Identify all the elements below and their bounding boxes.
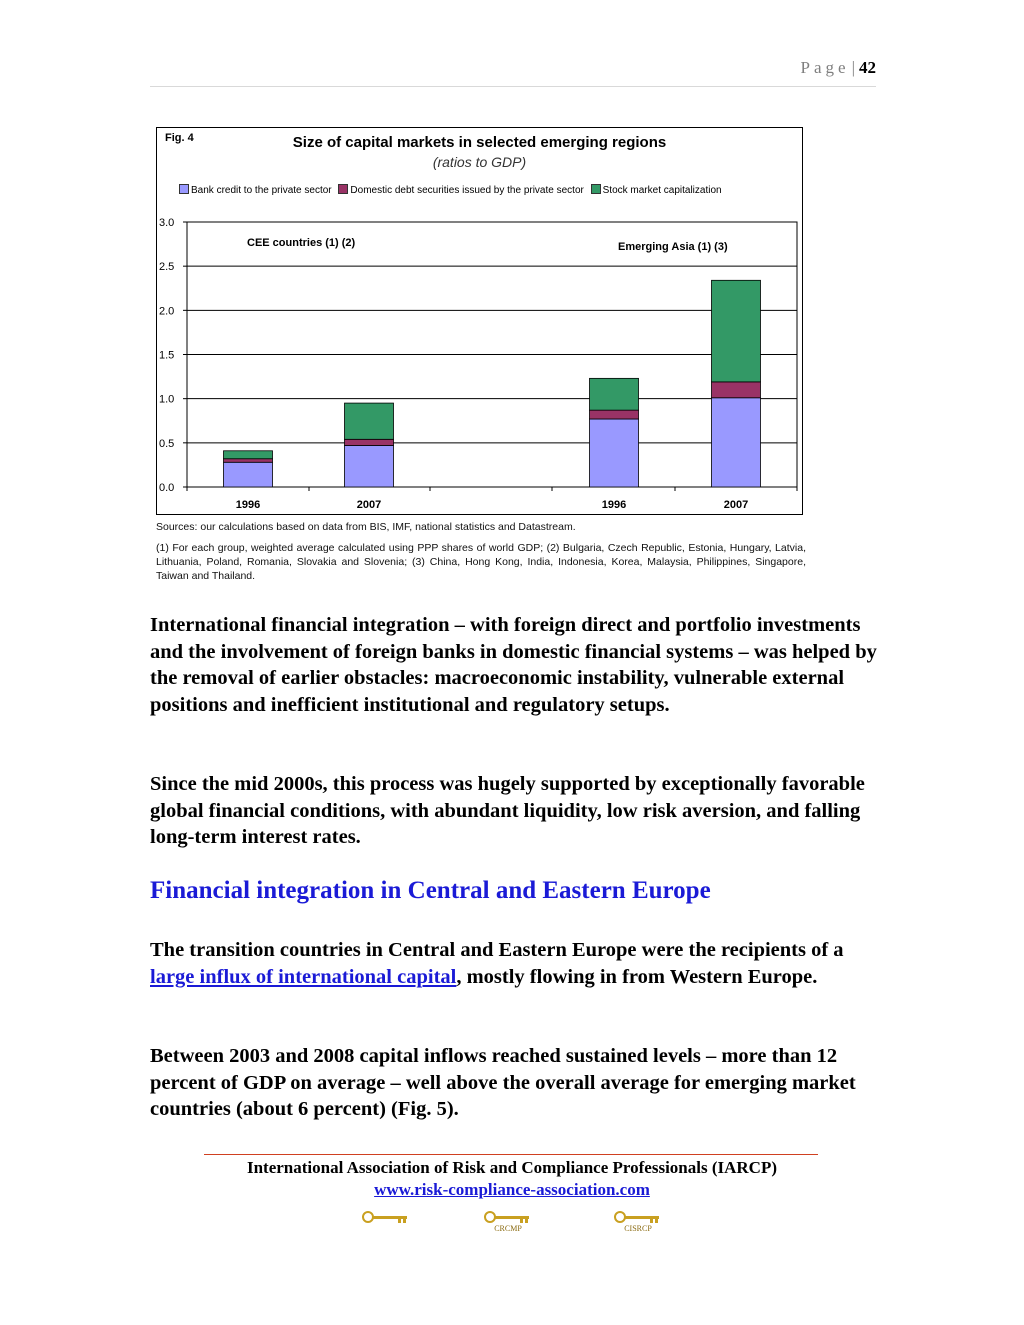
legend-swatch	[338, 184, 348, 194]
page-number: 42	[859, 58, 876, 77]
x-tick-label: 1996	[235, 499, 261, 511]
bar-segment	[590, 410, 639, 419]
paragraph-4: Between 2003 and 2008 capital inflows reached sustained levels – more than 12 percent of GDP on average – well above the overall average for emerging market countries (about 6 percent) (Fig. 5).	[150, 1045, 856, 1120]
page-word: Page	[800, 58, 850, 77]
capital-influx-link[interactable]: large influx of international capital	[150, 965, 457, 988]
legend-item	[179, 184, 332, 196]
key-icon	[614, 1210, 662, 1224]
y-tick-label: 0.5	[159, 437, 175, 450]
bar-segment	[712, 398, 761, 487]
y-tick-label: 0.0	[159, 482, 175, 494]
logo-key-2	[478, 1210, 538, 1240]
footer-divider	[204, 1154, 818, 1155]
bar-segment	[224, 451, 273, 459]
x-tick-label: 2007	[723, 499, 749, 511]
chart-title: Size of capital markets in selected emerging regions	[292, 134, 667, 151]
figure-4	[156, 127, 803, 515]
bar-segment	[590, 378, 639, 410]
bar-segment	[590, 419, 639, 487]
legend-swatch	[591, 184, 601, 194]
panel-label-asia: Emerging Asia (1) (3)	[618, 241, 728, 253]
legend-label: Bank credit to the private sector	[191, 185, 332, 196]
y-tick-label: 3.0	[159, 217, 175, 229]
logo-key-3	[608, 1210, 668, 1240]
section-heading: Financial integration in Central and Eastern Europe	[150, 877, 711, 904]
figure-label: Fig. 4	[165, 132, 194, 144]
y-tick-label: 1.0	[159, 393, 175, 406]
logo-caption: CISRCP	[624, 1224, 652, 1233]
legend-item	[338, 184, 583, 196]
x-tick-label: 1996	[601, 499, 627, 511]
paragraph-3-text-end: , mostly flowing in from Western Europe.	[456, 965, 818, 988]
website-link[interactable]: www.risk-compliance-association.com	[374, 1180, 650, 1199]
page-separator: |	[851, 58, 855, 77]
bar-segment	[345, 403, 394, 439]
legend-item	[591, 184, 722, 196]
paragraph-2: Since the mid 2000s, this process was hugely supported by exceptionally favorable global financial conditions, with abundant liquidity, low risk aversion, and falling long-term interest rates.	[150, 773, 865, 848]
footer-organization: International Association of Risk and Compliance Professionals (IARCP)	[246, 1158, 778, 1177]
chart-subtitle: (ratios to GDP)	[432, 154, 527, 170]
paragraph-3-text: The transition countries in Central and Eastern Europe were the recipients of a	[150, 939, 844, 961]
page-header	[150, 58, 876, 87]
bar-segment	[224, 462, 273, 487]
paragraph-1: International financial integration – with foreign direct and portfolio investments and the involvement of foreign banks in domestic financial systems – was helped by the removal of earlier obstacles: macroeconomic instability, vulnerable external positions and inefficient institutional and regulatory setups.	[150, 614, 877, 716]
bar-segment	[345, 439, 394, 445]
legend-swatch	[179, 184, 189, 194]
key-icon	[484, 1210, 532, 1224]
bar-segment	[712, 382, 761, 398]
figure-sources: Sources: our calculations based on data from BIS, IMF, national statistics and Datastream.	[156, 521, 576, 533]
footer-website	[150, 1180, 874, 1200]
y-tick-label: 2.5	[159, 261, 175, 274]
bar-segment	[224, 459, 273, 463]
logo-caption: CRCMP	[494, 1224, 522, 1233]
y-tick-label: 1.5	[159, 349, 175, 362]
key-icon	[362, 1210, 410, 1224]
bar-segment	[712, 280, 761, 382]
legend-label: Domestic debt securities issued by the private sector	[350, 185, 584, 196]
logo-key-1	[356, 1210, 416, 1240]
legend-label: Stock market capitalization	[602, 185, 722, 196]
bar-segment	[345, 445, 394, 487]
x-tick-label: 2007	[356, 499, 382, 511]
paragraph-3	[150, 937, 878, 990]
chart-legend	[179, 184, 726, 196]
y-tick-label: 2.0	[159, 305, 175, 318]
figure-notes: (1) For each group, weighted average calculated using PPP shares of world GDP; (2) Bulgaria, Czech Republic, Estonia, Hungary, Latvia, Lithuania, Poland, Romania, Slovakia and Slovenia; (3) China, Hong Kong, India, Indonesia, Korea, Malaysia, Philippines, Singapore, Taiwan and Thailand.	[156, 542, 806, 582]
panel-label-cee: CEE countries (1) (2)	[247, 237, 356, 249]
